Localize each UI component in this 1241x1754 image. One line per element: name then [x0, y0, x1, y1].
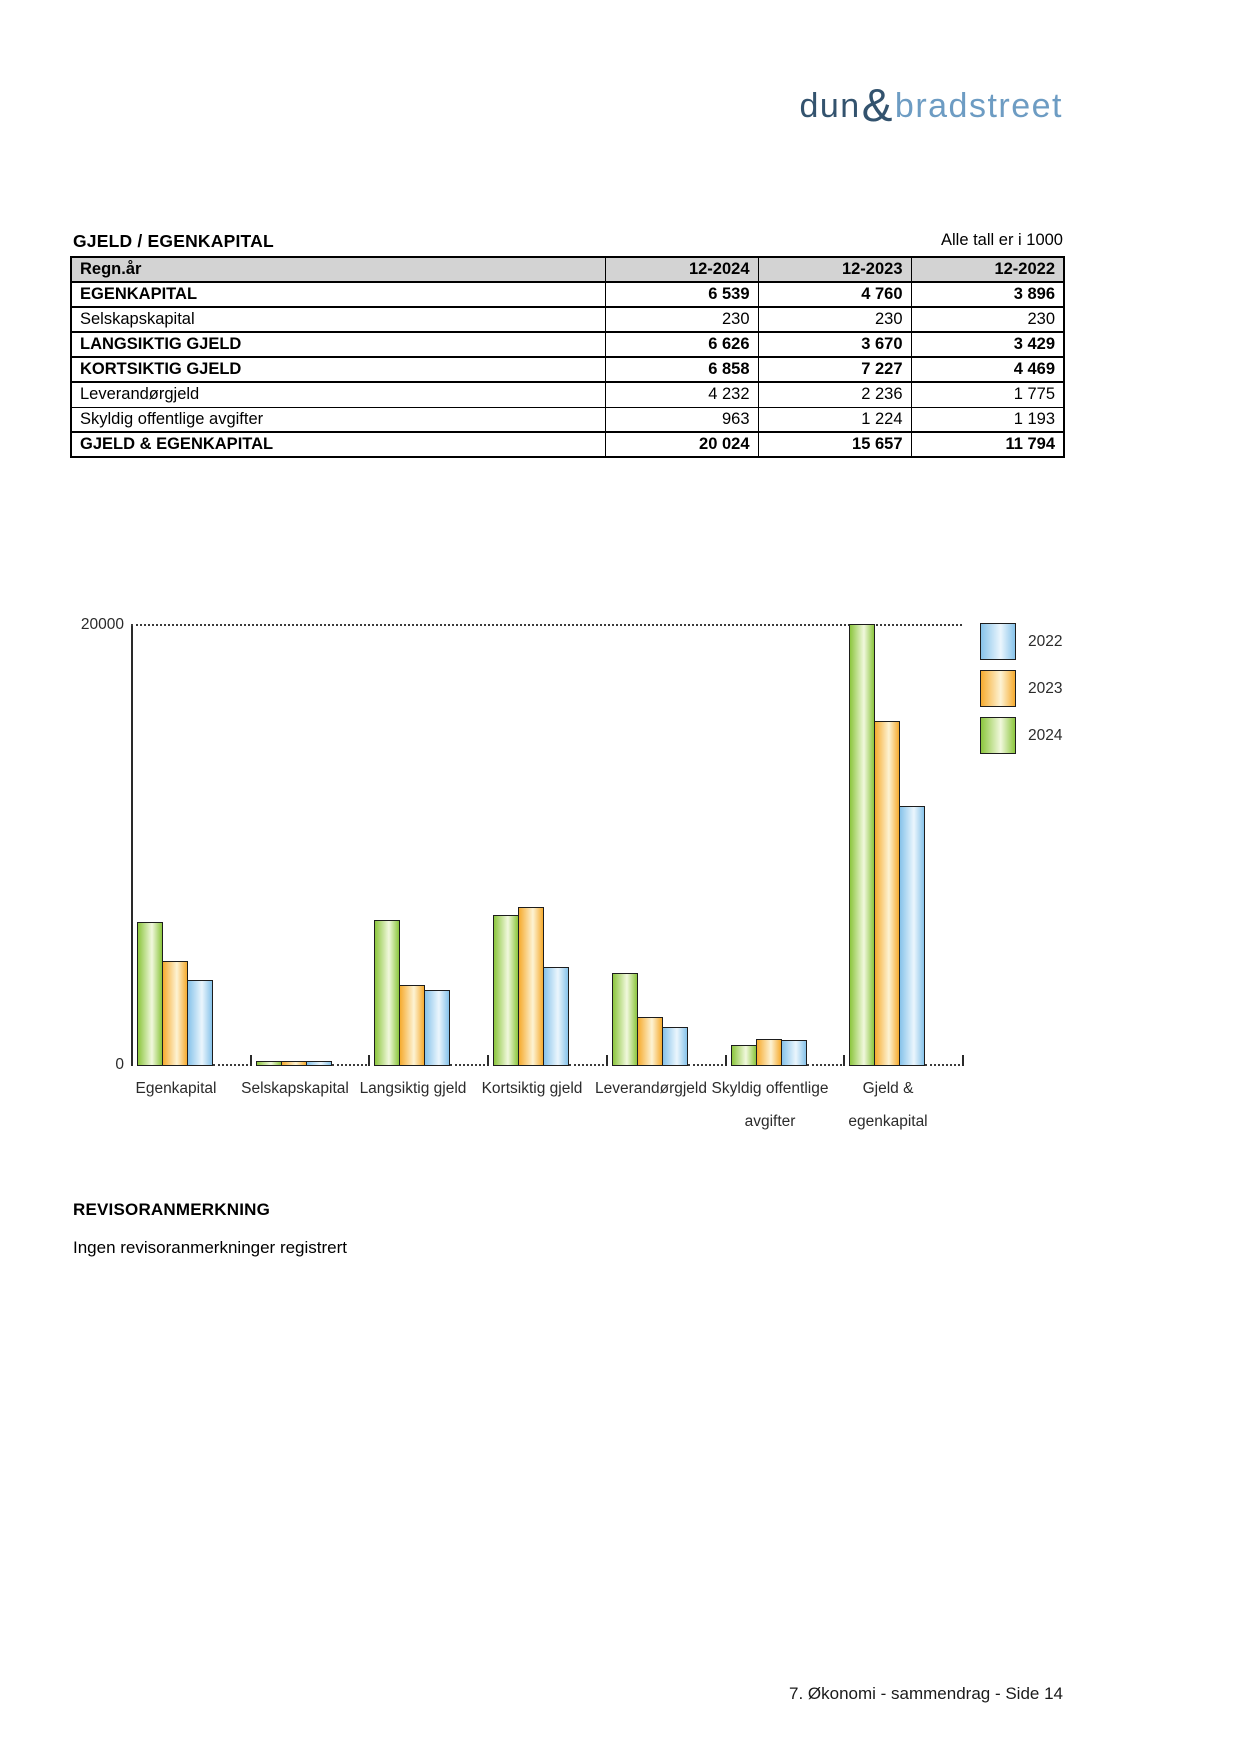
section-heading-row	[73, 231, 1063, 252]
baseline-dots	[569, 1064, 604, 1066]
bar-2024-egenkapital	[137, 922, 163, 1066]
row-value: 7 227	[758, 357, 911, 382]
y-tick-label-20000: 20000	[80, 616, 124, 633]
row-label: Selskapskapital	[71, 307, 605, 332]
x-category-label: Skyldig offentlige avgifter	[711, 1080, 829, 1130]
auditor-note-body: Ingen revisoranmerkninger registrert	[73, 1238, 348, 1257]
bar-2022-gjeld-egenkapital	[899, 806, 925, 1066]
table-row	[71, 307, 1064, 332]
table-row	[71, 332, 1064, 357]
x-category-label: Egenkapital	[135, 1080, 217, 1097]
bar-2023-egenkapital	[162, 961, 188, 1066]
table-header-year: 12-2023	[758, 257, 911, 282]
logo-text-bradstreet: bradstreet	[894, 87, 1063, 125]
row-value: 230	[758, 307, 911, 332]
x-category-label: Selskapskapital	[241, 1080, 349, 1097]
bar-2024-selskapskapital	[256, 1061, 282, 1066]
legend-swatch-2024-icon	[980, 717, 1016, 754]
bar-2024-kortsiktig-gjeld	[493, 915, 519, 1066]
baseline-dots	[450, 1064, 485, 1066]
legend-label-2024: 2024	[1028, 727, 1063, 744]
table-row	[71, 357, 1064, 382]
x-category-label: Kortsiktig gjeld	[481, 1080, 583, 1097]
row-label: GJELD & EGENKAPITAL	[71, 432, 605, 457]
logo-text-dun: dun	[799, 87, 861, 125]
row-value: 3 429	[911, 332, 1064, 357]
x-category-label: Langsiktig gjeld	[359, 1080, 467, 1097]
bar-2022-egenkapital	[187, 980, 213, 1066]
bar-2023-skyldig-offentlige-avgifter	[756, 1039, 782, 1066]
gridline-20000	[131, 624, 962, 626]
x-category-label: Leverandørgjeld	[594, 1080, 707, 1097]
bar-2024-gjeld-egenkapital	[849, 624, 875, 1066]
row-value: 20 024	[605, 432, 758, 457]
baseline-dots	[213, 1064, 248, 1066]
ampersand-icon: &	[861, 79, 894, 131]
row-value: 6 539	[605, 282, 758, 307]
row-value: 230	[605, 307, 758, 332]
baseline-dots	[688, 1064, 723, 1066]
row-value: 230	[911, 307, 1064, 332]
bar-2022-leverand-rgjeld	[662, 1027, 688, 1066]
row-label: Leverandørgjeld	[71, 382, 605, 407]
x-axis-tick	[368, 1055, 370, 1066]
bar-2022-selskapskapital	[306, 1061, 332, 1066]
bar-2023-gjeld-egenkapital	[874, 721, 900, 1066]
bar-2022-kortsiktig-gjeld	[543, 967, 569, 1066]
row-value: 4 232	[605, 382, 758, 407]
auditor-note-heading: REVISORANMERKNING	[73, 1200, 271, 1219]
row-value: 2 236	[758, 382, 911, 407]
x-category-label: Gjeld & egenkapital	[848, 1080, 928, 1130]
row-value: 6 626	[605, 332, 758, 357]
row-label: Skyldig offentlige avgifter	[71, 407, 605, 432]
row-label: EGENKAPITAL	[71, 282, 605, 307]
x-axis-tick	[725, 1055, 727, 1066]
table-header-row	[71, 257, 1064, 282]
bar-2023-langsiktig-gjeld	[399, 985, 425, 1066]
table-row	[71, 382, 1064, 407]
bar-2022-skyldig-offentlige-avgifter	[781, 1040, 807, 1066]
bar-2024-langsiktig-gjeld	[374, 920, 400, 1066]
row-value: 1 224	[758, 407, 911, 432]
page-footer: 7. Økonomi - sammendrag - Side 14	[788, 1684, 1063, 1703]
row-value: 15 657	[758, 432, 911, 457]
bar-2023-kortsiktig-gjeld	[518, 907, 544, 1066]
y-tick-label-0: 0	[115, 1056, 124, 1073]
row-value: 1 193	[911, 407, 1064, 432]
table-row	[71, 407, 1064, 432]
row-value: 4 469	[911, 357, 1064, 382]
table-header-label: Regn.år	[71, 257, 605, 282]
section-title: GJELD / EGENKAPITAL	[73, 231, 274, 251]
row-value: 1 775	[911, 382, 1064, 407]
row-value: 3 896	[911, 282, 1064, 307]
x-axis-tick	[250, 1055, 252, 1066]
baseline-dots	[925, 1064, 960, 1066]
row-label: LANGSIKTIG GJELD	[71, 332, 605, 357]
x-axis-tick	[487, 1055, 489, 1066]
x-axis-tick	[606, 1055, 608, 1066]
table-row	[71, 432, 1064, 457]
row-label: KORTSIKTIG GJELD	[71, 357, 605, 382]
bar-2024-leverand-rgjeld	[612, 973, 638, 1066]
row-value: 11 794	[911, 432, 1064, 457]
x-axis-tick	[843, 1055, 845, 1066]
table-row	[71, 282, 1064, 307]
legend-label-2022: 2022	[1028, 633, 1063, 650]
bar-2024-skyldig-offentlige-avgifter	[731, 1045, 757, 1066]
dun-bradstreet-logo	[0, 74, 1063, 131]
row-value: 3 670	[758, 332, 911, 357]
legend-swatch-2023-icon	[980, 670, 1016, 707]
bar-2023-selskapskapital	[281, 1061, 307, 1066]
row-value: 4 760	[758, 282, 911, 307]
y-axis-line	[131, 625, 133, 1066]
row-value: 963	[605, 407, 758, 432]
bar-2023-leverand-rgjeld	[637, 1017, 663, 1066]
bar-2022-langsiktig-gjeld	[424, 990, 450, 1066]
table-header-year: 12-2022	[911, 257, 1064, 282]
baseline-dots	[332, 1064, 367, 1066]
row-value: 6 858	[605, 357, 758, 382]
x-axis-tick	[962, 1055, 964, 1066]
legend-label-2023: 2023	[1028, 680, 1063, 697]
table-header-year: 12-2024	[605, 257, 758, 282]
baseline-dots	[807, 1064, 842, 1066]
legend-swatch-2022-icon	[980, 623, 1016, 660]
unit-note: Alle tall er i 1000	[941, 231, 1063, 249]
debt-equity-table	[70, 256, 1065, 458]
